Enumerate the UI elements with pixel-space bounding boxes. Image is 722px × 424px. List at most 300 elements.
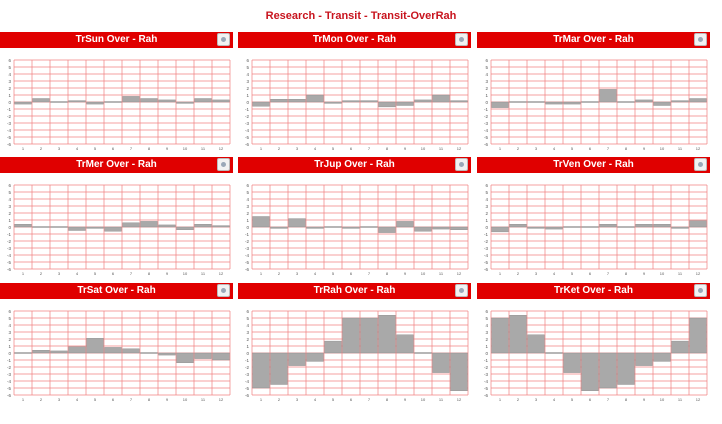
- x-tick-label: 9: [403, 271, 407, 276]
- bar-chart: [477, 48, 710, 152]
- y-tick-label: -2: [6, 239, 11, 244]
- bar: [343, 318, 360, 353]
- bar: [397, 102, 414, 106]
- x-tick-label: 3: [57, 271, 61, 276]
- bar: [433, 353, 450, 373]
- x-tick-label: 5: [93, 146, 97, 151]
- y-tick-label: 1: [8, 93, 11, 98]
- x-tick-label: 8: [624, 146, 628, 151]
- bar: [177, 353, 194, 363]
- bar: [433, 95, 450, 102]
- x-tick-label: 1: [259, 146, 263, 151]
- y-tick-label: 4: [485, 323, 488, 328]
- y-tick-label: 6: [8, 183, 11, 188]
- x-tick-label: 11: [677, 397, 683, 402]
- bar-chart: [0, 173, 233, 277]
- y-tick-label: -1: [6, 232, 11, 237]
- bar: [397, 221, 414, 227]
- bar: [510, 224, 527, 227]
- x-tick-label: 11: [438, 271, 444, 276]
- bar: [123, 223, 140, 227]
- x-tick-label: 2: [516, 146, 520, 151]
- bar: [69, 347, 86, 353]
- bar-chart: [477, 299, 710, 403]
- y-tick-label: 5: [246, 316, 249, 321]
- y-tick-label: 1: [246, 218, 249, 223]
- x-tick-label: 5: [331, 146, 335, 151]
- x-tick-label: 10: [420, 146, 426, 151]
- y-tick-label: -6: [244, 267, 249, 272]
- x-tick-label: 12: [218, 271, 224, 276]
- bar: [87, 102, 104, 104]
- y-tick-label: -1: [483, 232, 488, 237]
- bar: [177, 102, 194, 103]
- chart-panel: [477, 283, 710, 403]
- bar-chart: [238, 299, 471, 403]
- bar: [492, 102, 509, 108]
- x-tick-label: 9: [642, 271, 646, 276]
- x-tick-label: 1: [259, 397, 263, 402]
- y-tick-label: 2: [246, 86, 249, 91]
- bar: [600, 353, 617, 388]
- bar: [564, 353, 581, 373]
- bar: [33, 99, 50, 103]
- y-tick-label: -4: [483, 253, 488, 258]
- bar: [105, 102, 122, 103]
- bar: [307, 227, 324, 228]
- y-tick-label: 1: [246, 344, 249, 349]
- y-tick-label: -3: [483, 121, 488, 126]
- chart-panel: [0, 32, 233, 152]
- x-tick-label: 1: [498, 271, 502, 276]
- x-tick-label: 4: [313, 397, 317, 402]
- bar: [33, 227, 50, 228]
- bar: [672, 101, 689, 102]
- y-tick-label: -2: [244, 239, 249, 244]
- y-tick-label: -6: [483, 142, 488, 147]
- x-tick-label: 6: [349, 271, 353, 276]
- y-tick-label: 4: [485, 72, 488, 77]
- x-tick-label: 1: [21, 397, 25, 402]
- x-tick-label: 10: [659, 146, 665, 151]
- x-tick-label: 6: [588, 146, 592, 151]
- bar: [87, 227, 104, 228]
- y-tick-label: 0: [246, 225, 249, 230]
- bar: [654, 102, 671, 106]
- y-tick-label: 1: [246, 93, 249, 98]
- y-tick-label: 3: [246, 204, 249, 209]
- bar: [271, 227, 288, 228]
- y-tick-label: -6: [6, 393, 11, 398]
- y-tick-label: 3: [246, 79, 249, 84]
- chart-header: [238, 32, 471, 48]
- bar: [546, 353, 563, 354]
- x-tick-label: 11: [677, 146, 683, 151]
- x-tick-label: 11: [438, 146, 444, 151]
- y-tick-label: -2: [483, 365, 488, 370]
- bar: [141, 99, 158, 103]
- chart-title: TrMar Over - Rah: [553, 34, 634, 45]
- page-title: Research - Transit - Transit-OverRah: [265, 10, 457, 22]
- y-tick-label: 2: [485, 86, 488, 91]
- x-tick-label: 5: [331, 271, 335, 276]
- y-tick-label: -5: [6, 135, 11, 140]
- y-tick-label: 5: [246, 65, 249, 70]
- x-tick-label: 12: [456, 271, 462, 276]
- x-tick-label: 2: [277, 397, 281, 402]
- y-tick-label: 3: [8, 79, 11, 84]
- y-tick-label: 2: [485, 337, 488, 342]
- x-tick-label: 4: [552, 397, 556, 402]
- bar: [654, 224, 671, 227]
- bar: [253, 102, 270, 106]
- x-tick-label: 3: [534, 146, 538, 151]
- y-tick-label: 3: [246, 330, 249, 335]
- y-tick-label: 6: [485, 183, 488, 188]
- bar: [51, 102, 68, 103]
- bar: [690, 99, 707, 103]
- y-tick-label: 5: [8, 190, 11, 195]
- chart-title: TrMer Over - Rah: [76, 159, 157, 170]
- y-tick-label: 1: [8, 344, 11, 349]
- x-tick-label: 2: [277, 146, 281, 151]
- bar: [415, 100, 432, 102]
- chart-thumbnail-icon[interactable]: [455, 284, 468, 297]
- y-tick-label: 2: [8, 337, 11, 342]
- x-tick-label: 8: [385, 146, 389, 151]
- x-tick-label: 3: [57, 146, 61, 151]
- chart-thumbnail-icon[interactable]: [217, 33, 230, 46]
- bar: [307, 353, 324, 361]
- bar: [141, 221, 158, 227]
- bar: [510, 315, 527, 353]
- y-tick-label: 6: [8, 58, 11, 63]
- bar: [105, 347, 122, 353]
- y-tick-label: -5: [6, 260, 11, 265]
- x-tick-label: 5: [331, 397, 335, 402]
- bar: [123, 349, 140, 353]
- x-tick-label: 2: [39, 146, 43, 151]
- y-tick-label: 4: [485, 197, 488, 202]
- x-tick-label: 7: [129, 397, 133, 402]
- chart-header: [238, 157, 471, 173]
- y-tick-label: -3: [244, 372, 249, 377]
- bar: [325, 227, 342, 228]
- y-tick-label: 4: [8, 197, 11, 202]
- bar: [672, 341, 689, 353]
- x-tick-label: 7: [367, 397, 371, 402]
- bar: [87, 338, 104, 353]
- y-tick-label: -4: [483, 128, 488, 133]
- x-tick-label: 7: [129, 271, 133, 276]
- x-tick-label: 6: [111, 397, 115, 402]
- bar: [15, 353, 32, 354]
- bar: [690, 318, 707, 353]
- y-tick-label: 5: [485, 190, 488, 195]
- x-tick-label: 3: [295, 397, 299, 402]
- y-tick-label: 3: [485, 330, 488, 335]
- x-tick-label: 7: [367, 146, 371, 151]
- y-tick-label: -6: [6, 142, 11, 147]
- bar: [271, 353, 288, 385]
- x-tick-label: 2: [39, 397, 43, 402]
- y-tick-label: 6: [8, 309, 11, 314]
- bar: [672, 227, 689, 228]
- x-tick-label: 1: [259, 271, 263, 276]
- chart-panel: [238, 32, 471, 152]
- x-tick-label: 8: [147, 397, 151, 402]
- chart-thumbnail-icon[interactable]: [694, 33, 707, 46]
- x-tick-label: 8: [147, 146, 151, 151]
- y-tick-label: -5: [244, 260, 249, 265]
- y-tick-label: 0: [485, 225, 488, 230]
- bar: [195, 353, 212, 359]
- chart-thumbnail-icon[interactable]: [455, 158, 468, 171]
- bar: [213, 100, 230, 102]
- bar: [159, 353, 176, 355]
- y-tick-label: 0: [8, 100, 11, 105]
- y-tick-label: 2: [485, 211, 488, 216]
- chart-thumbnail-icon[interactable]: [217, 284, 230, 297]
- y-tick-label: 0: [8, 225, 11, 230]
- bar: [33, 350, 50, 353]
- x-tick-label: 5: [93, 271, 97, 276]
- bar: [636, 353, 653, 366]
- bar: [51, 227, 68, 228]
- x-tick-label: 12: [695, 397, 701, 402]
- bar: [528, 227, 545, 228]
- bar: [433, 227, 450, 229]
- y-tick-label: -1: [483, 358, 488, 363]
- bar: [492, 318, 509, 353]
- x-tick-label: 10: [182, 146, 188, 151]
- x-tick-label: 6: [349, 397, 353, 402]
- chart-panel: [0, 283, 233, 403]
- x-tick-label: 6: [349, 146, 353, 151]
- y-tick-label: 4: [246, 323, 249, 328]
- x-tick-label: 11: [200, 271, 206, 276]
- bar: [415, 353, 432, 354]
- x-tick-label: 4: [75, 397, 79, 402]
- x-tick-label: 6: [111, 146, 115, 151]
- y-tick-label: 2: [246, 211, 249, 216]
- x-tick-label: 3: [57, 397, 61, 402]
- bar: [690, 221, 707, 227]
- x-tick-label: 8: [624, 271, 628, 276]
- y-tick-label: 6: [485, 309, 488, 314]
- bar-chart: [0, 299, 233, 403]
- bar: [582, 227, 599, 228]
- chart-thumbnail-icon[interactable]: [455, 33, 468, 46]
- bar: [564, 102, 581, 104]
- x-tick-label: 9: [403, 397, 407, 402]
- x-tick-label: 5: [570, 271, 574, 276]
- x-tick-label: 7: [367, 271, 371, 276]
- x-tick-label: 5: [93, 397, 97, 402]
- y-tick-label: -2: [483, 114, 488, 119]
- x-tick-label: 7: [129, 146, 133, 151]
- x-tick-label: 9: [642, 397, 646, 402]
- y-tick-label: 0: [485, 100, 488, 105]
- x-tick-label: 4: [313, 146, 317, 151]
- bar: [159, 225, 176, 227]
- y-tick-label: -5: [483, 386, 488, 391]
- bar: [379, 102, 396, 107]
- y-tick-label: 6: [246, 183, 249, 188]
- bar: [600, 224, 617, 227]
- y-tick-label: -1: [483, 107, 488, 112]
- x-tick-label: 9: [642, 146, 646, 151]
- y-tick-label: -4: [483, 379, 488, 384]
- bar: [253, 353, 270, 388]
- chart-title: TrJup Over - Rah: [314, 159, 395, 170]
- bar: [105, 227, 122, 231]
- x-tick-label: 6: [111, 271, 115, 276]
- bar: [492, 227, 509, 232]
- bar: [195, 99, 212, 103]
- x-tick-label: 2: [277, 271, 281, 276]
- bar: [451, 227, 468, 230]
- bar: [141, 353, 158, 354]
- x-tick-label: 12: [218, 397, 224, 402]
- x-tick-label: 12: [218, 146, 224, 151]
- bar: [307, 95, 324, 102]
- y-tick-label: -3: [244, 121, 249, 126]
- y-tick-label: 0: [246, 100, 249, 105]
- bar: [654, 353, 671, 361]
- y-tick-label: -3: [483, 246, 488, 251]
- y-tick-label: 4: [246, 72, 249, 77]
- y-tick-label: 2: [246, 337, 249, 342]
- chart-header: [238, 283, 471, 299]
- bar: [379, 315, 396, 353]
- bar: [343, 227, 360, 228]
- y-tick-label: -1: [244, 107, 249, 112]
- y-tick-label: 1: [485, 93, 488, 98]
- y-tick-label: -4: [6, 253, 11, 258]
- x-tick-label: 2: [516, 397, 520, 402]
- y-tick-label: -5: [244, 386, 249, 391]
- x-tick-label: 11: [200, 397, 206, 402]
- chart-header: [0, 32, 233, 48]
- y-tick-label: -4: [244, 379, 249, 384]
- bar: [528, 335, 545, 353]
- bar: [213, 226, 230, 227]
- x-tick-label: 2: [39, 271, 43, 276]
- bar: [379, 227, 396, 233]
- y-tick-label: -1: [6, 358, 11, 363]
- bar: [600, 89, 617, 102]
- chart-header: [0, 157, 233, 173]
- chart-panel: [0, 157, 233, 277]
- y-tick-label: -3: [6, 372, 11, 377]
- y-tick-label: -6: [483, 267, 488, 272]
- y-tick-label: 0: [246, 351, 249, 356]
- y-tick-label: 5: [485, 65, 488, 70]
- y-tick-label: -6: [244, 142, 249, 147]
- bar: [397, 335, 414, 353]
- x-tick-label: 1: [498, 397, 502, 402]
- y-tick-label: 4: [246, 197, 249, 202]
- chart-title: TrRah Over - Rah: [313, 285, 396, 296]
- x-tick-label: 5: [570, 397, 574, 402]
- bar: [451, 353, 468, 391]
- y-tick-label: -4: [6, 379, 11, 384]
- bar-chart: [238, 173, 471, 277]
- y-tick-label: -3: [6, 121, 11, 126]
- bar: [289, 353, 306, 366]
- chart-thumbnail-icon[interactable]: [694, 284, 707, 297]
- bar: [15, 102, 32, 104]
- x-tick-label: 9: [165, 271, 169, 276]
- bar: [636, 224, 653, 227]
- x-tick-label: 8: [385, 397, 389, 402]
- bar: [213, 353, 230, 360]
- bar: [195, 224, 212, 227]
- chart-header: [477, 283, 710, 299]
- y-tick-label: -1: [6, 107, 11, 112]
- bar: [69, 227, 86, 231]
- x-tick-label: 7: [606, 397, 610, 402]
- x-tick-label: 4: [75, 146, 79, 151]
- y-tick-label: 3: [8, 330, 11, 335]
- chart-title: TrSat Over - Rah: [77, 285, 156, 296]
- x-tick-label: 1: [21, 146, 25, 151]
- x-tick-label: 1: [21, 271, 25, 276]
- bar: [582, 102, 599, 103]
- bar: [15, 224, 32, 227]
- bar: [289, 99, 306, 102]
- x-tick-label: 10: [659, 271, 665, 276]
- y-tick-label: -2: [6, 114, 11, 119]
- chart-thumbnail-icon[interactable]: [694, 158, 707, 171]
- y-tick-label: -4: [244, 128, 249, 133]
- y-tick-label: -5: [483, 260, 488, 265]
- y-tick-label: 5: [8, 65, 11, 70]
- y-tick-label: -6: [244, 393, 249, 398]
- chart-thumbnail-icon[interactable]: [217, 158, 230, 171]
- bar: [325, 102, 342, 103]
- x-tick-label: 3: [295, 271, 299, 276]
- y-tick-label: 0: [8, 351, 11, 356]
- chart-title: TrSun Over - Rah: [75, 34, 158, 45]
- bar: [618, 102, 635, 103]
- bar: [451, 101, 468, 102]
- bar: [177, 227, 194, 230]
- x-tick-label: 10: [420, 397, 426, 402]
- x-tick-label: 6: [588, 397, 592, 402]
- x-tick-label: 12: [695, 271, 701, 276]
- y-tick-label: -3: [6, 246, 11, 251]
- y-tick-label: -5: [6, 386, 11, 391]
- y-tick-label: -3: [244, 246, 249, 251]
- chart-title: TrKet Over - Rah: [554, 285, 633, 296]
- y-tick-label: -2: [244, 365, 249, 370]
- bar: [289, 219, 306, 227]
- bar: [361, 318, 378, 353]
- y-tick-label: -4: [244, 253, 249, 258]
- x-tick-label: 6: [588, 271, 592, 276]
- y-tick-label: 3: [485, 79, 488, 84]
- y-tick-label: 6: [485, 58, 488, 63]
- chart-header: [0, 283, 233, 299]
- x-tick-label: 3: [534, 397, 538, 402]
- x-tick-label: 11: [438, 397, 444, 402]
- bar: [564, 227, 581, 228]
- chart-panel: [477, 157, 710, 277]
- y-tick-label: -2: [483, 239, 488, 244]
- chart-panel: [477, 32, 710, 152]
